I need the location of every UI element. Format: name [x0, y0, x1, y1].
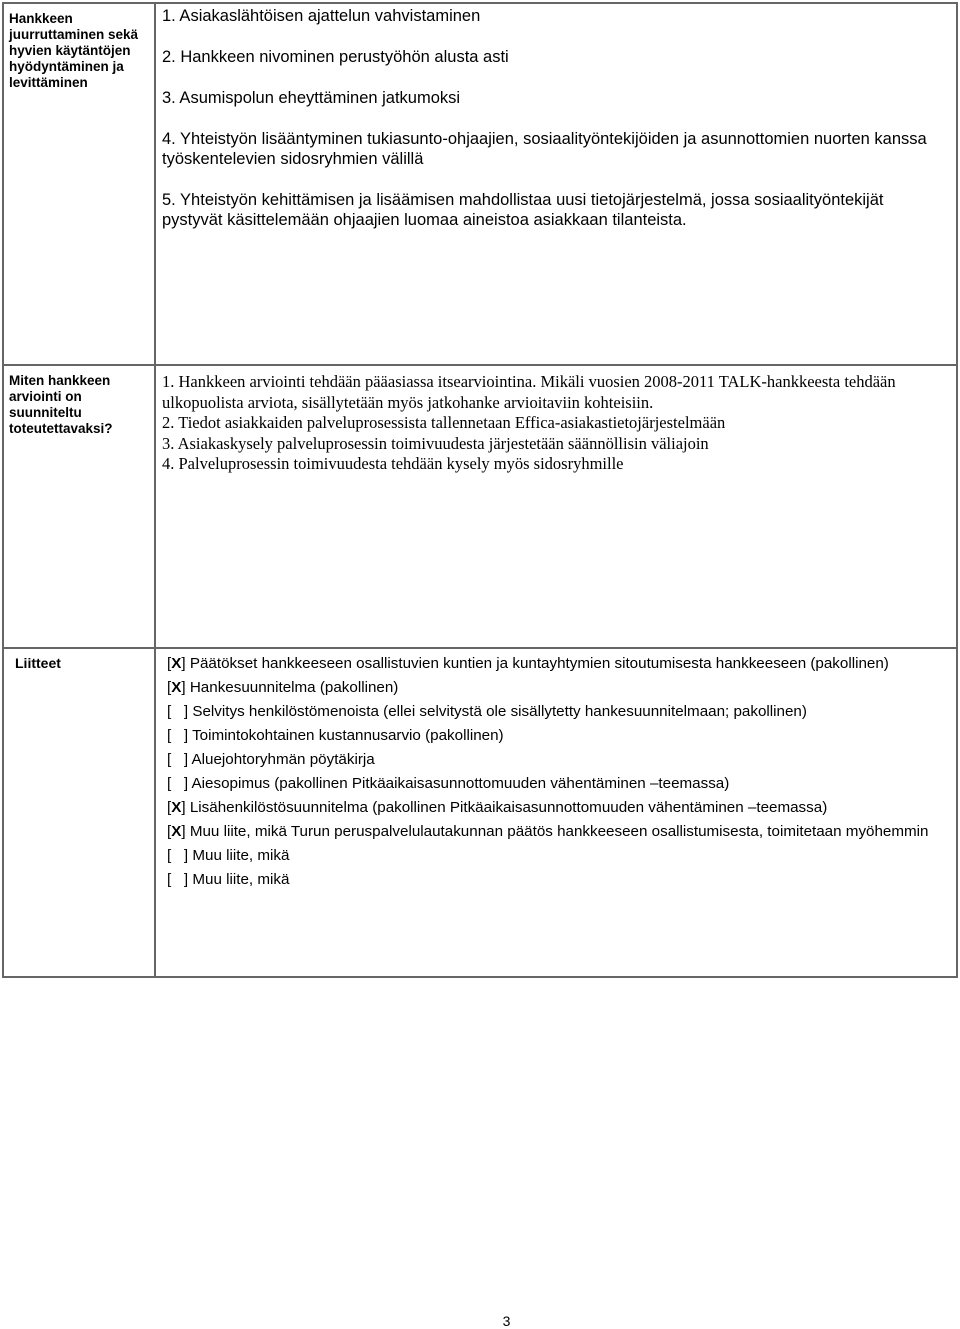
checkbox-close: ] — [183, 703, 189, 720]
checkbox-close: ] — [183, 847, 189, 864]
checkbox-open: [ — [167, 871, 172, 888]
attachments-label-cell — [3, 648, 155, 977]
checkbox-open: [ — [167, 655, 172, 672]
evaluation-label-cell — [3, 365, 155, 648]
checkbox-mark — [171, 847, 184, 864]
attachment-item — [167, 702, 948, 721]
attachment-text: Muu liite, mikä Turun peruspalvelulautakunnan päätös hankkeeseen osallistumisesta, toimitetaan myöhemmin — [185, 823, 929, 840]
attachment-item — [167, 870, 948, 889]
list-item: 4. Yhteistyön lisääntyminen tukiasunto-ohjaajien, sosiaalityöntekijöiden ja asunnottomien nuorten kanssa työskentelevien sidosryhmien välillä — [162, 130, 927, 168]
attachment-text: Aiesopimus (pakollinen Pitkäaikaisasunnottomuuden vähentäminen –teemassa) — [188, 775, 730, 792]
list-item: 1. Hankkeen arviointi tehdään pääasiassa itsearviointina. Mikäli vuosien 2008-2011 TALK-hankkeesta tehdään ulkopuolista arviota, sisällytetään myös jatkohanke arvioitaviin kohteisiin. — [162, 372, 896, 412]
list-item: 5. Yhteistyön kehittämisen ja lisäämisen mahdollistaa uusi tietojärjestelmä, jossa sosiaalityöntekijät pystyvät käsittelemään ohjaajien luomaa aineistoa asiakkaan tilanteista. — [162, 191, 884, 229]
checkbox-mark: X — [171, 823, 182, 840]
page-number: 3 — [502, 1313, 511, 1329]
attachment-text: Aluejohtoryhmän pöytäkirja — [188, 751, 375, 768]
list-item: 3. Asiakaskysely palveluprosessin toimivuudesta järjestetään säännöllisin väliajoin — [162, 433, 709, 453]
checkbox-close: ] — [183, 751, 189, 768]
checkbox-close: ] — [181, 679, 186, 696]
evaluation-row — [3, 365, 957, 648]
attachment-item — [167, 822, 948, 841]
checkbox-open: [ — [167, 823, 172, 840]
dissemination-list — [156, 4, 956, 230]
dissemination-row — [3, 3, 957, 365]
attachment-item — [167, 726, 948, 745]
checkbox-close: ] — [183, 775, 189, 792]
attachment-item — [167, 654, 948, 673]
attachments-list — [156, 649, 956, 889]
dissemination-label-cell — [3, 3, 155, 365]
checkbox-close: ] — [181, 655, 186, 672]
attachment-text: Muu liite, mikä — [188, 847, 290, 864]
attachment-item — [167, 774, 948, 793]
dissemination-content-cell — [155, 3, 957, 365]
attachment-text: Lisähenkilöstösuunnitelma (pakollinen Pitkäaikaisasunnottomuuden vähentäminen –teemassa) — [185, 799, 828, 816]
checkbox-close: ] — [181, 799, 186, 816]
checkbox-open: [ — [167, 751, 172, 768]
checkbox-mark — [171, 751, 184, 768]
checkbox-open: [ — [167, 847, 172, 864]
list-item: 4. Palveluprosessin toimivuudesta tehdään kysely myös sidosryhmille — [162, 454, 624, 473]
attachment-text: Muu liite, mikä — [188, 871, 290, 888]
attachment-item — [167, 678, 948, 697]
dissemination-label: Hankkeen juurruttaminen sekä hyvien käytäntöjen hyödyntäminen ja levittäminen — [9, 11, 139, 90]
list-item: 2. Tiedot asiakkaiden palveluprosessista tallennetaan Effica-asiakastietojärjestelmään — [162, 413, 726, 432]
list-item: 1. Asiakaslähtöisen ajattelun vahvistaminen — [162, 7, 481, 25]
list-item: 2. Hankkeen nivominen perustyöhön alusta asti — [162, 48, 509, 66]
list-item: 3. Asumispolun eheyttäminen jatkumoksi — [162, 89, 461, 107]
application-form-table — [2, 2, 958, 978]
checkbox-close: ] — [183, 871, 189, 888]
attachment-text: Hankesuunnitelma (pakollinen) — [185, 679, 399, 696]
evaluation-content-cell — [155, 365, 957, 648]
attachment-text: Päätökset hankkeeseen osallistuvien kuntien ja kuntayhtymien sitoutumisesta hankkeeseen (pakollinen) — [185, 655, 889, 672]
attachments-content-cell — [155, 648, 957, 977]
checkbox-mark — [171, 775, 184, 792]
checkbox-mark — [171, 871, 184, 888]
checkbox-close: ] — [183, 727, 189, 744]
evaluation-list — [156, 366, 956, 475]
attachment-item — [167, 846, 948, 865]
checkbox-close: ] — [181, 823, 186, 840]
checkbox-open: [ — [167, 775, 172, 792]
attachment-item — [167, 750, 948, 769]
attachments-row — [3, 648, 957, 977]
checkbox-open: [ — [167, 799, 172, 816]
attachment-item — [167, 798, 948, 817]
checkbox-mark: X — [171, 679, 182, 696]
checkbox-open: [ — [167, 727, 172, 744]
checkbox-mark: X — [171, 799, 182, 816]
checkbox-open: [ — [167, 679, 172, 696]
checkbox-open: [ — [167, 703, 172, 720]
evaluation-label: Miten hankkeen arviointi on suunniteltu toteutettavaksi? — [9, 373, 113, 436]
attachment-text: Toimintokohtainen kustannusarvio (pakollinen) — [188, 727, 504, 744]
attachments-label: Liitteet — [15, 655, 61, 671]
checkbox-mark — [171, 703, 184, 720]
checkbox-mark: X — [171, 655, 182, 672]
attachment-text: Selvitys henkilöstömenoista (ellei selvitystä ole sisällytetty hankesuunnitelmaan; pakollinen) — [188, 703, 807, 720]
checkbox-mark — [171, 727, 184, 744]
